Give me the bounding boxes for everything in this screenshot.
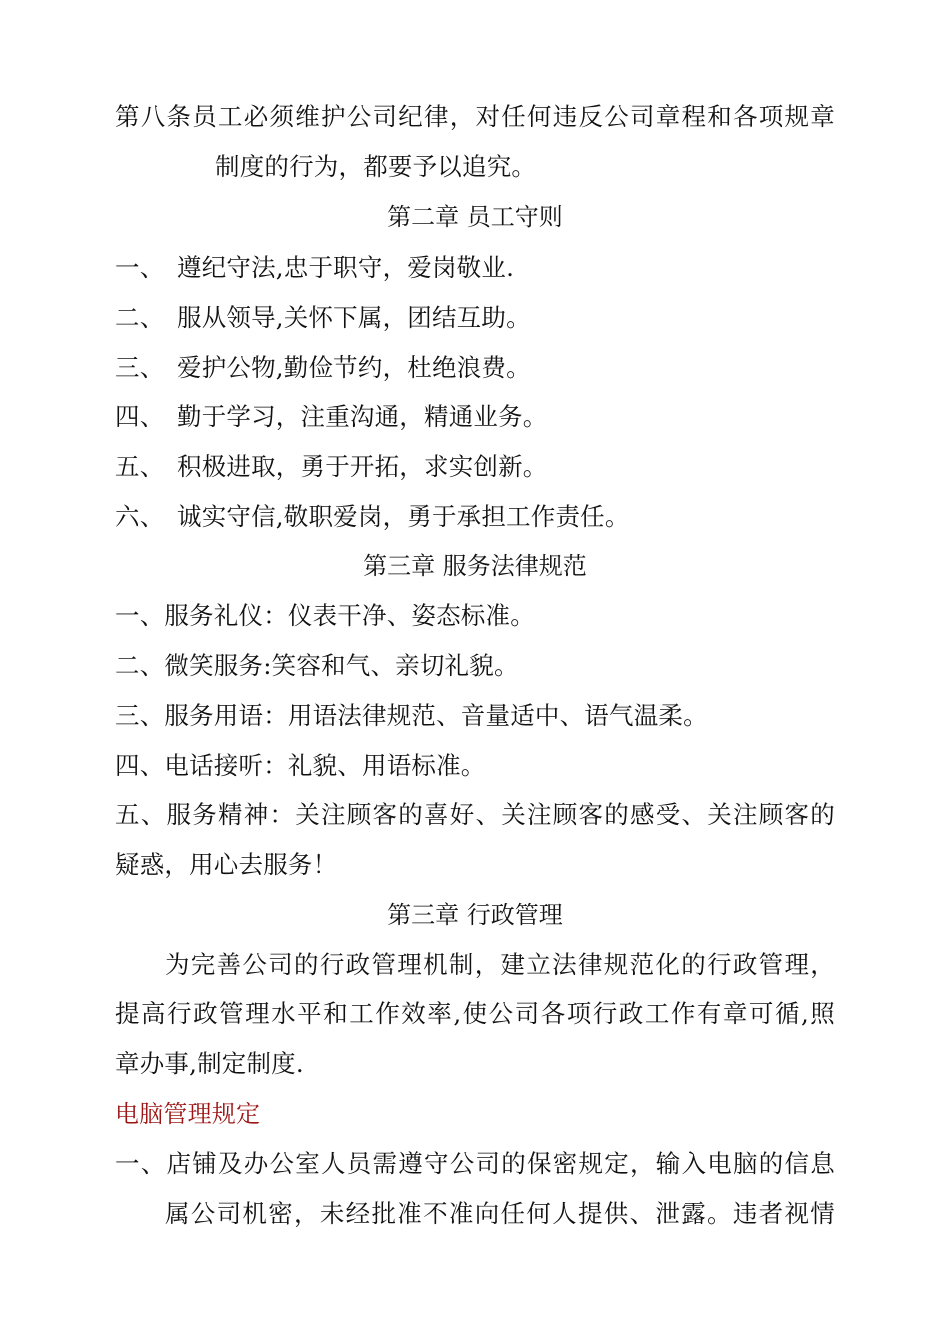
item-text: 服从领导,关怀下属，团结互助。: [177, 303, 531, 332]
item-number: 四、: [115, 402, 165, 431]
service-item: 五、服务精神：关注顾客的喜好、关注顾客的感受、关注顾客的: [115, 800, 835, 829]
chapter2-item: [115, 452, 548, 482]
chapter2-item: [115, 502, 630, 532]
article8-line1: 第八条员工必须维护公司纪律，对任何违反公司章程和各项规章: [115, 102, 835, 131]
service-item-continuation: 疑惑，用心去服务！: [115, 850, 338, 879]
chapter2-title: 第二章 员工守则: [387, 203, 563, 231]
service-item: 一、服务礼仪：仪表干净、姿态标准。: [115, 601, 535, 630]
admin-paragraph-line2: 提高行政管理水平和工作效率,使公司各项行政工作有章可循,照: [115, 999, 835, 1028]
service-item: 四、电话接听：礼貌、用语标准。: [115, 751, 486, 780]
item-text: 爱护公物,勤俭节约，杜绝浪费。: [177, 353, 531, 382]
chapter2-item: [115, 253, 514, 283]
item-number: 五、: [115, 452, 165, 481]
chapter3-admin-title: 第三章 行政管理: [387, 901, 563, 929]
item-text: 积极进取，勇于开拓，求实创新。: [177, 452, 548, 481]
chapter2-item: [115, 402, 548, 432]
item-number: 一、: [115, 253, 165, 282]
item-text: 遵纪守法,忠于职守，爱岗敬业.: [177, 253, 515, 282]
item-text: 诚实守信,敬职爱岗，勇于承担工作责任。: [177, 502, 630, 531]
item-text: 勤于学习，注重沟通，精通业务。: [177, 402, 548, 431]
service-item: 三、服务用语：用语法律规范、音量适中、语气温柔。: [115, 701, 708, 730]
item-number: 三、: [115, 353, 165, 382]
article8-line2: 制度的行为，都要予以追究。: [215, 152, 537, 181]
chapter2-item: [115, 303, 531, 333]
chapter2-item: [115, 353, 531, 383]
computer-rule-item1-line1: 一、店铺及办公室人员需遵守公司的保密规定，输入电脑的信息: [115, 1149, 835, 1178]
admin-paragraph-line3: 章办事,制定制度.: [115, 1049, 304, 1078]
service-item: 二、微笑服务:笑容和气、亲切礼貌。: [115, 651, 519, 680]
admin-paragraph-line1: 为完善公司的行政管理机制，建立法律规范化的行政管理，: [165, 950, 835, 979]
item-number: 六、: [115, 502, 165, 531]
item-number: 二、: [115, 303, 165, 332]
computer-rule-item1-line2: 属公司机密，未经批准不准向任何人提供、泄露。违者视情: [165, 1199, 835, 1228]
computer-rules-title: 电脑管理规定: [115, 1100, 261, 1128]
chapter3-service-title: 第三章 服务法律规范: [363, 552, 587, 580]
